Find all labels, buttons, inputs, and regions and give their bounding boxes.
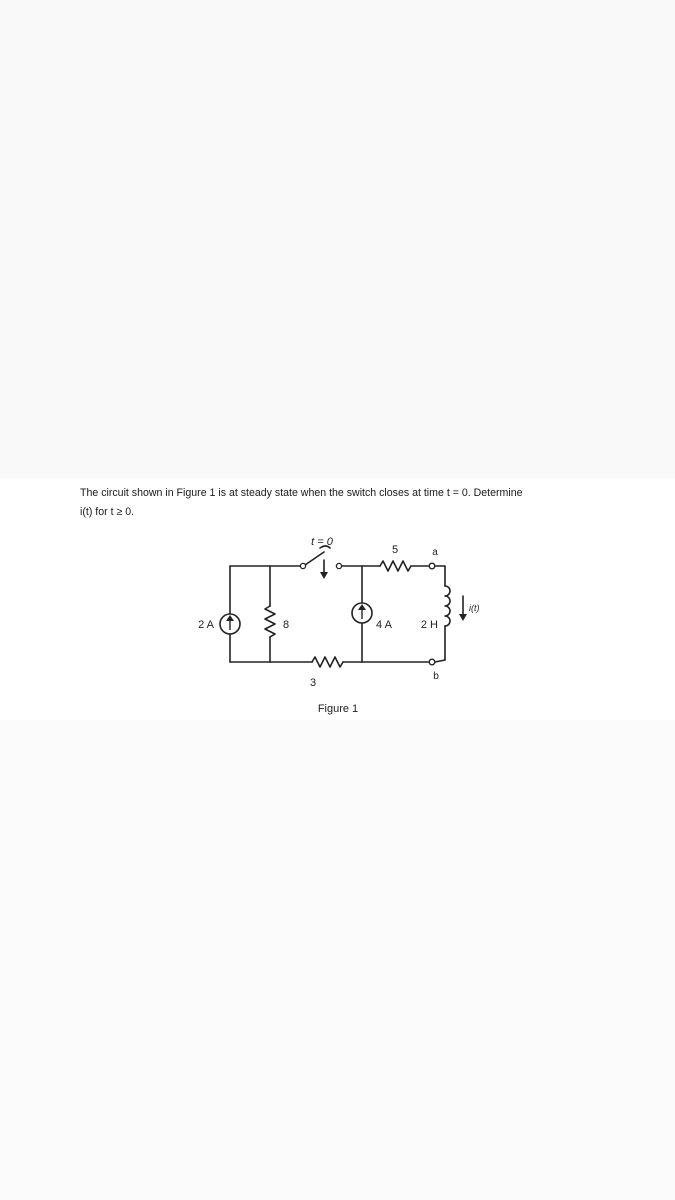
resistor-3 bbox=[312, 657, 343, 667]
top-blank-area bbox=[0, 0, 675, 478]
resistor-5 bbox=[380, 561, 411, 571]
source-4a-label: 4 A bbox=[376, 619, 392, 631]
inductor-2h bbox=[445, 586, 450, 626]
node-b-label: b bbox=[433, 671, 439, 682]
resistor-8 bbox=[265, 606, 275, 637]
figure-caption: Figure 1 bbox=[317, 703, 359, 715]
resistor-8-label: 8 bbox=[283, 619, 290, 631]
problem-line-2: i(t) for t ≥ 0. bbox=[80, 506, 135, 518]
terminal-a bbox=[429, 563, 435, 569]
question-card bbox=[0, 478, 675, 720]
current-arrow-head bbox=[459, 614, 467, 621]
switch-contact-left bbox=[300, 563, 305, 568]
switch-arrow-head bbox=[320, 572, 328, 579]
switch-contact-right bbox=[336, 563, 341, 568]
resistor-5-label: 5 bbox=[391, 544, 399, 556]
node-a-label: a bbox=[432, 547, 438, 558]
current-label: i(t) bbox=[469, 603, 480, 613]
inductor-label: 2 H bbox=[420, 619, 438, 631]
terminal-b bbox=[429, 659, 435, 665]
problem-text bbox=[80, 484, 600, 522]
switch-label: t = 0 bbox=[311, 536, 333, 548]
source-2a-label: 2 A bbox=[198, 619, 214, 631]
switch-blade bbox=[305, 552, 324, 565]
resistor-3-label: 3 bbox=[309, 677, 317, 689]
problem-line-1: The circuit shown in Figure 1 is at steady state when the switch closes at time t = 0. Determine bbox=[80, 487, 523, 499]
wire-b-to-inductor bbox=[435, 660, 445, 662]
circuit-diagram bbox=[0, 534, 675, 724]
bottom-blank-area bbox=[0, 720, 675, 1200]
